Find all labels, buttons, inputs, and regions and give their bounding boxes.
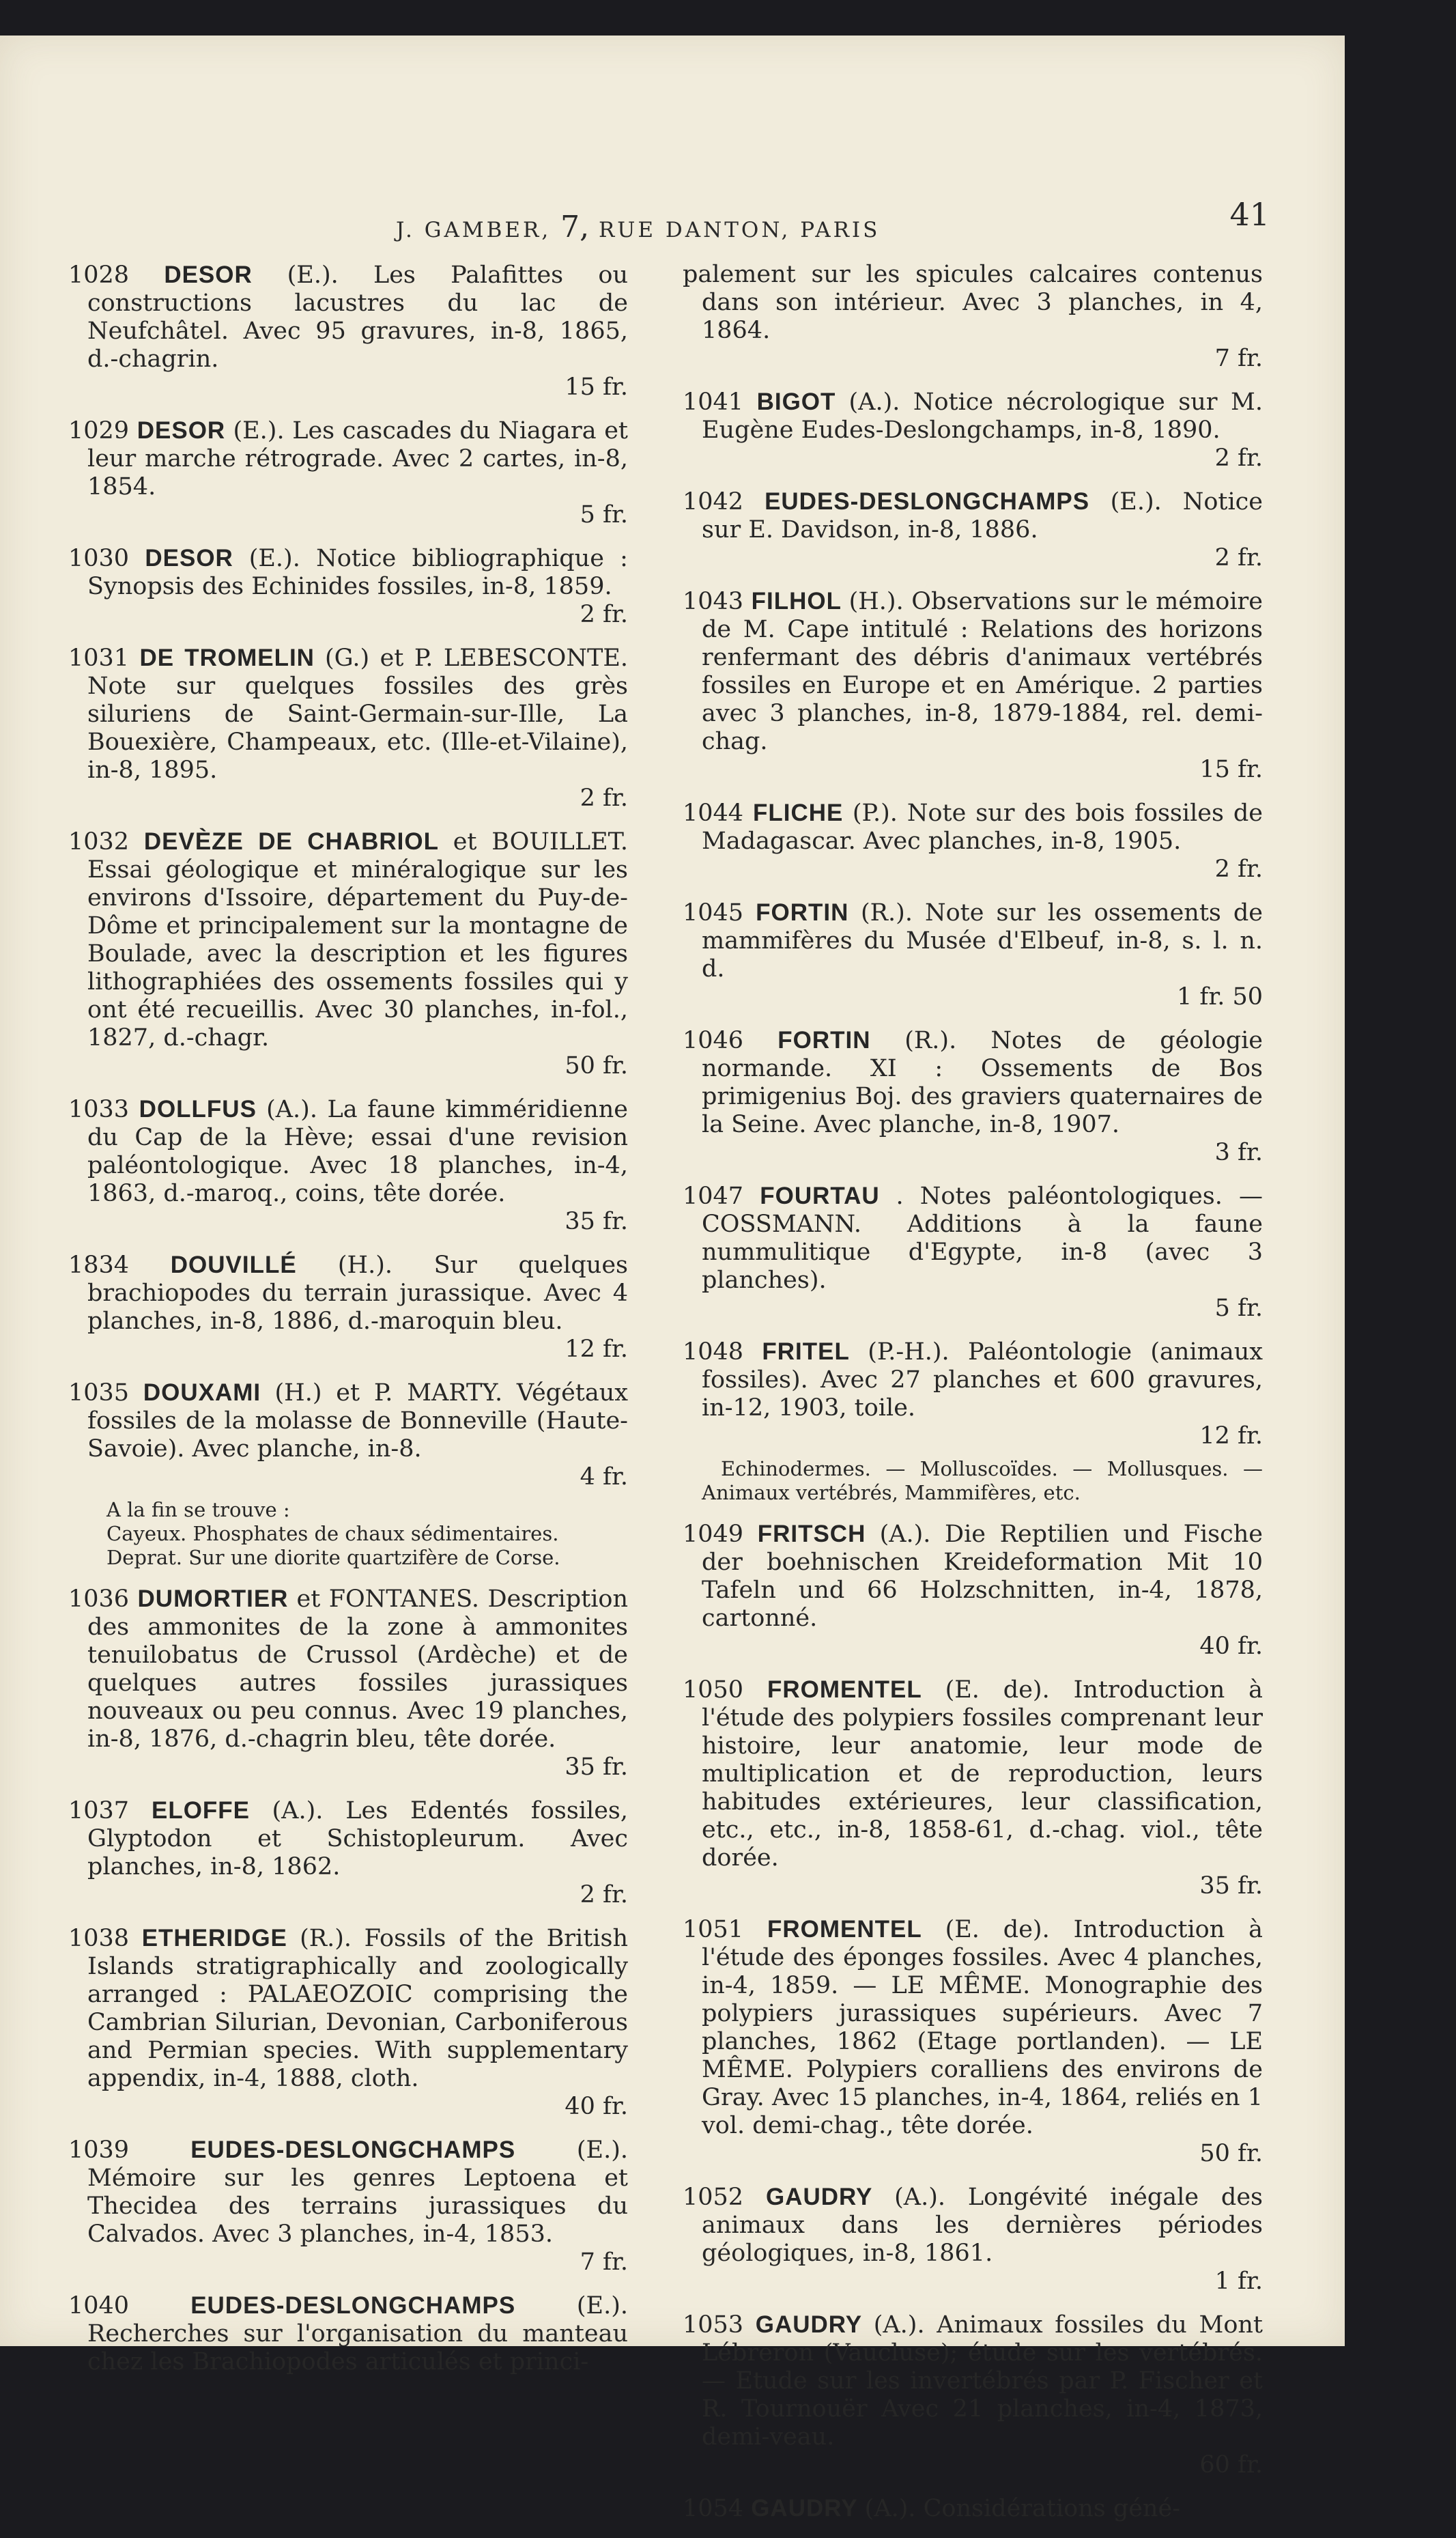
entry-description: (E. de). Introduction à l'étude des éponges fossiles. Avec 4 planches, in-4, 1859. — LE MÊME. Monographie des polypiers jurassiques supérieurs. Avec 7 planches, 1862 (Etage portlanden). — LE MÊME. Polypiers coralliens des environs de Gray. Avec 15 planches, in-4, 1864, reliés en 1 vol. demi-chag., tête dorée. bbox=[702, 1916, 1263, 2139]
right-column bbox=[683, 261, 1263, 2538]
entry-price: 35 fr. bbox=[565, 1208, 628, 1235]
catalog-entry bbox=[683, 899, 1263, 1011]
entry-price: 3 fr. bbox=[1214, 1139, 1263, 1166]
entry-number: 1028 bbox=[68, 262, 165, 289]
entry-author: EUDES-DESLONGCHAMPS bbox=[765, 488, 1111, 515]
entry-price: 2 fr. bbox=[1214, 544, 1263, 572]
entry-description: (E.). Notice sur E. Davidson, in-8, 1886. bbox=[702, 488, 1263, 544]
entry-author: FRITEL bbox=[762, 1338, 868, 1365]
catalog-entry bbox=[68, 261, 628, 401]
entry-price: 60 fr. bbox=[1199, 2451, 1263, 2479]
entry-author: DEVÈZE DE CHABRIOL bbox=[143, 828, 453, 855]
entry-number: 1049 bbox=[683, 1521, 758, 1548]
entry-price: 15 fr. bbox=[1199, 756, 1263, 783]
entry-description: . Notes paléontologiques. — COSSMANN. Additions à la faune nummulitique d'Egypte, in-8 (avec 3 planches). bbox=[702, 1183, 1263, 1294]
entry-number: 1043 bbox=[683, 588, 752, 615]
catalog-entry bbox=[68, 2292, 628, 2376]
catalog-entry bbox=[68, 1585, 628, 1781]
entry-number: 1050 bbox=[683, 1676, 767, 1704]
entry-number: 1048 bbox=[683, 1338, 762, 1366]
entry-author: FROMENTEL bbox=[767, 1916, 945, 1943]
catalog-entry bbox=[68, 1796, 628, 1909]
entry-price: 15 fr. bbox=[565, 373, 628, 401]
entry-price: 50 fr. bbox=[1199, 2140, 1263, 2167]
street: RUE DANTON, PARIS bbox=[598, 218, 881, 242]
entry-description: (A.). Les Edentés fossiles, Glyptodon et Schistopleurum. Avec planches, in-8, 1862. bbox=[87, 1797, 629, 1880]
catalog-entry bbox=[683, 1520, 1263, 1661]
entry-price: 5 fr. bbox=[580, 501, 628, 528]
entry-number: 1037 bbox=[68, 1797, 152, 1824]
note-line: Echinodermes. — Molluscoïdes. — Mollusques. — Animaux vertébrés, Mammifères, etc. bbox=[702, 1457, 1263, 1504]
catalog-entry bbox=[68, 1379, 628, 1491]
entry-description: (A.). Considérations géné- bbox=[864, 2495, 1181, 2522]
catalog-entry bbox=[683, 799, 1263, 884]
catalog-entry bbox=[683, 2494, 1263, 2523]
publisher: J. GAMBER, bbox=[396, 218, 552, 242]
entry-price: 35 fr. bbox=[565, 1753, 628, 1781]
entry-description: (R.). Fossils of the British Islands stratigraphically and zoologically arranged : PALAEOZOIC comprising the Cambrian Silurian, Devonian, Carboniferous and Permian species. With supplementary appendix, in-4, 1888, cloth. bbox=[87, 1925, 628, 2092]
entry-description: et FONTANES. Description des ammonites de la zone à ammonites tenuilobatus de Crussol (Ardèche) et de quelques autres fossiles jurassiques nouveaux ou peu connus. Avec 19 planches, in-8, 1876, d.-chagrin bleu, tête dorée. bbox=[87, 1585, 629, 1753]
entry-author: BIGOT bbox=[756, 389, 849, 415]
entry-description: (E.). Les Palafittes ou constructions lacustres du lac de Neufchâtel. Avec 95 gravures, in-8, 1865, d.-chagrin. bbox=[87, 262, 628, 373]
entry-author: FORTIN bbox=[756, 899, 861, 926]
entry-number: 1030 bbox=[68, 545, 145, 572]
street-number: 7, bbox=[560, 210, 590, 244]
catalog-entry bbox=[683, 1915, 1263, 2168]
entry-price: 2 fr. bbox=[1214, 445, 1263, 472]
entry-description: (R.). Note sur les ossements de mammifères du Musée d'Elbeuf, in-8, s. l. n. d. bbox=[702, 899, 1264, 983]
entry-author: FOURTAU bbox=[760, 1183, 896, 1209]
entry-description: (E. de). Introduction à l'étude des polypiers fossiles comprenant leur histoire, leur anatomie, leur mode de multiplication et de reproduction, leurs habitudes extérieures, leur classification, etc., etc., in-8, 1858-61, d.-chag. viol., tête dorée. bbox=[702, 1676, 1263, 1872]
entry-author: DESOR bbox=[164, 262, 287, 288]
catalog-entry bbox=[683, 388, 1263, 473]
entry-number: 1045 bbox=[683, 899, 756, 927]
catalog-entry bbox=[68, 1095, 628, 1236]
entry-description: (P.-H.). Paléontologie (animaux fossiles). Avec 27 planches et 600 gravures, in-12, 1903, toile. bbox=[702, 1338, 1263, 1422]
entry-author: DOUXAMI bbox=[143, 1379, 275, 1406]
entry-author: DESOR bbox=[137, 417, 233, 444]
entry-author: GAUDRY bbox=[751, 2495, 865, 2522]
catalog-entry bbox=[683, 2183, 1263, 2296]
entry-description: (A.). Longévité inégale des animaux dans les dernières périodes géologiques, in-8, 1861. bbox=[702, 2184, 1263, 2267]
entry-number: 1053 bbox=[683, 2311, 756, 2339]
catalog-entry bbox=[68, 2136, 628, 2276]
entry-price: 1 fr. 50 bbox=[1176, 983, 1263, 1011]
entry-price: 2 fr. bbox=[580, 785, 628, 812]
entry-description: (H.). Observations sur le mémoire de M. Cape intitulé : Relations des horizons renfermant des débris d'animaux vertébrés fossiles en Europe et en Amérique. 2 parties avec 3 planches, in-8, 1879-1884, rel. demi-chag. bbox=[702, 588, 1263, 755]
entry-number: 1041 bbox=[683, 389, 757, 416]
entry-number: 1033 bbox=[68, 1096, 139, 1123]
entry-author: GAUDRY bbox=[765, 2184, 895, 2210]
catalog-entry bbox=[68, 1924, 628, 2121]
entry-author: FLICHE bbox=[753, 800, 853, 826]
entry-price: 1 fr. bbox=[1214, 2268, 1263, 2295]
entry-description: (G.) et P. LEBESCONTE. Note sur quelques fossiles des grès siluriens de Saint-Germain-sur-Ille, La Bouexière, Champeaux, etc. (Ille-et-Vilaine), in-8, 1895. bbox=[87, 645, 629, 784]
entry-description: (R.). Notes de géologie normande. XI : Ossements de Bos primigenius Boj. des graviers quaternaires de la Seine. Avec planche, in-8, 1907. bbox=[702, 1027, 1264, 1138]
entry-author: FILHOL bbox=[751, 588, 849, 615]
entry-author: FRITSCH bbox=[757, 1521, 880, 1547]
entry-author: DOLLFUS bbox=[139, 1096, 267, 1123]
entry-number: 1035 bbox=[68, 1379, 143, 1407]
entry-number: 1044 bbox=[683, 800, 753, 827]
entry-author: ETHERIDGE bbox=[141, 1925, 300, 1951]
entry-description: (A.). Notice nécrologique sur M. Eugène Eudes-Deslongchamps, in-8, 1890. bbox=[702, 389, 1263, 444]
entry-number: 1032 bbox=[68, 828, 144, 856]
entry-author: DE TROMELIN bbox=[139, 645, 325, 671]
entry-price: 5 fr. bbox=[1214, 1295, 1263, 1322]
entry-description: (E.). Les cascades du Niagara et leur marche rétrograde. Avec 2 cartes, in-8, 1854. bbox=[87, 417, 628, 500]
catalog-entry bbox=[68, 828, 628, 1080]
entry-description: (H.). Sur quelques brachiopodes du terrain jurassique. Avec 4 planches, in-8, 1886, d.-maroquin bleu. bbox=[87, 1252, 628, 1335]
entry-price: 50 fr. bbox=[565, 1052, 628, 1080]
entry-description: (A.). Animaux fossiles du Mont Lébreron (Vaucluse); étude sur les vertébrés. — Etude sur les invertébrés par P. Fischer et R. Tournouër Avec 21 planches, in-4, 1873, demi-veau. bbox=[702, 2311, 1263, 2451]
entry-number: 1046 bbox=[683, 1027, 778, 1054]
entry-author: FROMENTEL bbox=[767, 1676, 945, 1703]
entry-author: DUMORTIER bbox=[137, 1585, 297, 1612]
entry-price: 35 fr. bbox=[1199, 1872, 1263, 1900]
page-number: 41 bbox=[1229, 196, 1270, 233]
entry-number: 1036 bbox=[68, 1585, 138, 1613]
entry-number: 1039 bbox=[68, 2137, 191, 2164]
note-line: A la fin se trouve : bbox=[106, 1498, 290, 1521]
entry-description: (E.). Notice bibliographique : Synopsis des Echinides fossiles, in-8, 1859. bbox=[87, 545, 628, 600]
entry-price: 7 fr. bbox=[1214, 345, 1263, 372]
entry-price: 2 fr. bbox=[580, 601, 628, 628]
catalog-entry bbox=[68, 544, 628, 629]
entry-description: (A.). Die Reptilien und Fische der boehnischen Kreideformation Mit 10 Tafeln und 66 Holzschnitten, in-4, 1878, cartonné. bbox=[702, 1521, 1263, 1632]
entry-price: 7 fr. bbox=[580, 2248, 628, 2276]
entry-description: (A.). La faune kimméridienne du Cap de la Hève; essai d'une revision paléontologique. Avec 18 planches, in-4, 1863, d.-maroq., coins, tête dorée. bbox=[87, 1096, 628, 1207]
entry-author: GAUDRY bbox=[755, 2311, 874, 2338]
catalog-entry bbox=[68, 417, 628, 529]
catalog-entry bbox=[68, 644, 628, 813]
entry-price: 2 fr. bbox=[580, 1881, 628, 1908]
catalog-entry bbox=[68, 1251, 628, 1364]
entry-price: 4 fr. bbox=[580, 1463, 628, 1491]
entry-description: (E.). Mémoire sur les genres Leptoena et Thecidea des terrains jurassiques du Calvados. Avec 3 planches, in-4, 1853. bbox=[87, 2137, 628, 2248]
note-line: Deprat. Sur une diorite quartzifère de Corse. bbox=[106, 1546, 560, 1569]
entry-description: (P.). Note sur des bois fossiles de Madagascar. Avec planches, in-8, 1905. bbox=[702, 800, 1263, 855]
entry-author: EUDES-DESLONGCHAMPS bbox=[190, 2292, 577, 2319]
catalog-entry bbox=[683, 261, 1263, 373]
catalog-entry bbox=[683, 1026, 1263, 1167]
entry-author: ELOFFE bbox=[151, 1797, 272, 1824]
entry-number: 1040 bbox=[68, 2292, 191, 2320]
entry-number: 1834 bbox=[68, 1252, 171, 1279]
entry-note bbox=[87, 1498, 628, 1570]
entry-author: EUDES-DESLONGCHAMPS bbox=[190, 2137, 577, 2163]
entry-price: 40 fr. bbox=[1199, 1633, 1263, 1660]
entry-price: 12 fr. bbox=[1199, 1422, 1263, 1450]
entry-author: FORTIN bbox=[777, 1027, 905, 1054]
entry-number: 1042 bbox=[683, 488, 765, 516]
catalog-entry bbox=[683, 1182, 1263, 1323]
entry-number: 1038 bbox=[68, 1925, 142, 1952]
entry-number: 1051 bbox=[683, 1916, 767, 1943]
entry-description: et BOUILLET. Essai géologique et minéralogique sur les environs d'Issoire, département du Puy-de-Dôme et principalement sur la montagne de Boulade, avec la description et les figures lithographiées des ossements fossiles qui y ont été recueillis. Avec 30 planches, in-fol., 1827, d.-chagr. bbox=[87, 828, 628, 1052]
catalog-entry bbox=[683, 488, 1263, 572]
entry-description: (H.) et P. MARTY. Végétaux fossiles de la molasse de Bonneville (Haute-Savoie). Avec planche, in-8. bbox=[87, 1379, 629, 1463]
note-line: Cayeux. Phosphates de chaux sédimentaires. bbox=[106, 1522, 559, 1545]
catalog-entry bbox=[683, 587, 1263, 784]
entry-number: 1031 bbox=[68, 645, 140, 672]
entry-author: DESOR bbox=[145, 545, 249, 572]
catalog-entry bbox=[683, 1338, 1263, 1450]
running-header bbox=[396, 210, 880, 244]
entry-number: 1054 bbox=[683, 2495, 752, 2522]
entry-number: 1047 bbox=[683, 1183, 760, 1210]
book-page bbox=[0, 36, 1345, 2522]
catalog-entry bbox=[683, 2311, 1263, 2479]
left-column bbox=[68, 261, 628, 2391]
entry-number: 1052 bbox=[683, 2184, 766, 2211]
catalog-entry bbox=[683, 1676, 1263, 1900]
entry-price: 40 fr. bbox=[565, 2093, 628, 2120]
entry-author: DOUVILLÉ bbox=[170, 1252, 338, 1278]
entry-note bbox=[702, 1457, 1263, 1505]
entry-number: 1029 bbox=[68, 417, 137, 445]
entry-price: 12 fr. bbox=[565, 1336, 628, 1363]
entry-description: (E.). Recherches sur l'organisation du manteau chez les Brachiopodes articulés et princi- bbox=[87, 2292, 628, 2375]
entry-description: palement sur les spicules calcaires contenus dans son intérieur. Avec 3 planches, in 4, 1864. bbox=[683, 261, 1263, 344]
entry-price: 2 fr. bbox=[1214, 856, 1263, 883]
